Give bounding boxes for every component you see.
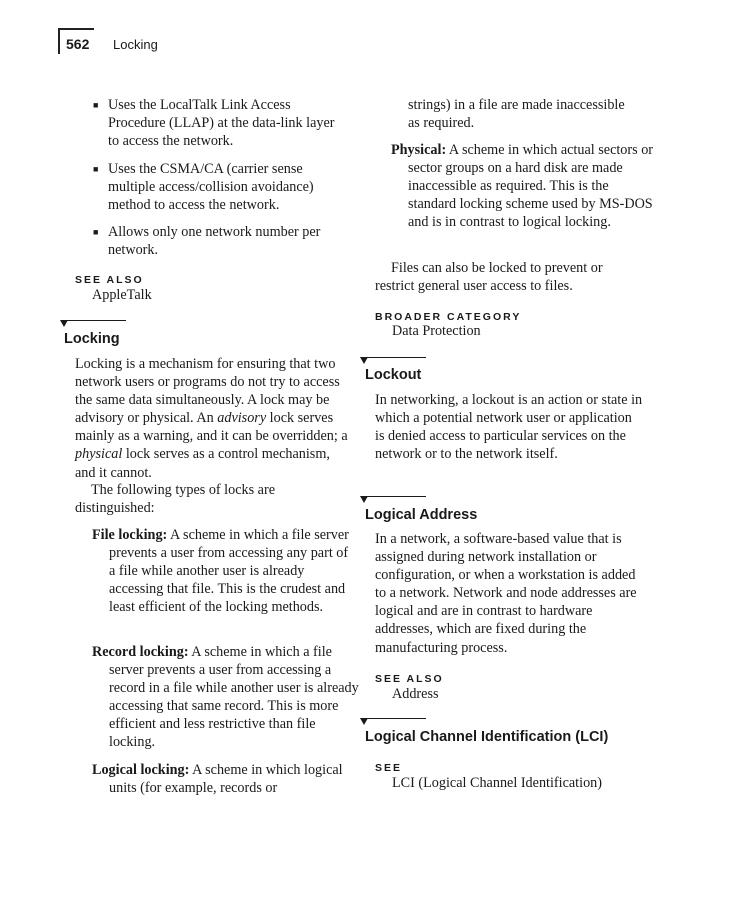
logical-locking-continued: strings) in a file are made inaccessible as required. [408,97,625,132]
definition-text: A scheme in which a file server prevents a user from accessing any part of a file while another user is already accessing that file. This is the crudest and least efficient of the locking methods. [109,527,349,616]
entry-heading-logical-address: Logical Address [365,507,478,523]
bullet-item [64,223,344,263]
text-run: lock serves mainly as a warning, and it can be overridden; a [75,410,348,445]
bullet-text: Allows only one network number per network. [108,224,321,259]
entry-rule [364,357,426,358]
definition-text: A scheme in which logical units (for example, records or [109,762,343,797]
see-label: SEE [375,762,403,774]
entry-rule [364,496,426,497]
entry-heading-lci: Logical Channel Identification (LCI) [365,729,609,745]
bullet-square-icon: ■ [93,100,99,110]
text-run: Locking is a mechanism for ensuring that two network users or programs do not try to access the same data simultaneously. A lock may be advisory or physical. An [75,356,340,427]
definition-logical-locking [92,761,361,797]
definition-physical [391,141,658,231]
triangle-marker-icon [360,357,368,364]
bullet-text: Uses the CSMA/CA (carrier sense multiple access/collision avoidance) method to access the network. [108,161,314,214]
term-record-locking: Record locking: [92,644,189,660]
bullet-square-icon: ■ [93,227,99,237]
entry-heading-locking: Locking [64,331,120,347]
bullet-item [64,160,344,220]
lockout-paragraph: In networking, a lockout is an action or state in which a potential network user or application is denied access to particular services on the network or to the network itself. [375,392,643,463]
running-title: Locking [113,37,158,52]
running-header [58,28,258,56]
triangle-marker-icon [360,496,368,503]
broader-category-label: BROADER CATEGORY [375,311,522,323]
see-also-label: SEE ALSO [375,673,444,685]
entry-rule [364,718,426,719]
broader-category-value: Data Protection [392,323,481,339]
bullet-text: Uses the LocalTalk Link Access Procedure (LLAP) at the data-link layer to access the network. [108,97,335,150]
definition-text: A scheme in which a file server prevents a user from accessing a record in a file while another user is already accessing that same record. This is more efficient and less restrictive than file locking. [109,644,359,751]
emphasis-advisory: advisory [217,410,267,427]
entry-rule [64,320,126,321]
see-also-value: Address [392,686,439,702]
page-number: 562 [66,36,90,52]
term-logical-locking: Logical locking: [92,762,190,778]
triangle-marker-icon [360,718,368,725]
text-run: lock serves as a control mechanism, and it cannot. [75,446,330,481]
definition-file-locking [92,526,355,616]
term-physical: Physical: [391,142,447,158]
triangle-marker-icon [60,320,68,327]
entry-heading-lockout: Lockout [365,367,422,383]
term-file-locking: File locking: [92,527,168,543]
see-value: LCI (Logical Channel Identification) [392,775,602,791]
see-also-value: AppleTalk [92,287,152,303]
locking-paragraph [75,355,348,482]
header-rule-horizontal [58,28,94,30]
definition-text: A scheme in which actual sectors or sector groups on a hard disk are made inaccessible as required. This is the standard locking scheme used by MS-DOS and is in contrast to logical locking. [408,142,654,231]
bullet-item [64,96,344,156]
bullet-square-icon: ■ [93,164,99,174]
header-rule-vertical [58,28,60,54]
definition-record-locking [92,643,361,752]
locking-types-intro: The following types of locks are distinguished: [75,482,275,517]
logical-address-paragraph: In a network, a software-based value that is assigned during network installation or configuration, or when a workstation is added to a network. Network and node addresses are logical and are in contrast to hardware addresses, which are fixed during the manufacturing process. [375,531,637,656]
files-locked-paragraph: Files can also be locked to prevent or restrict general user access to files. [375,260,603,295]
emphasis-physical: physical [75,446,123,463]
see-also-label: SEE ALSO [75,274,144,286]
